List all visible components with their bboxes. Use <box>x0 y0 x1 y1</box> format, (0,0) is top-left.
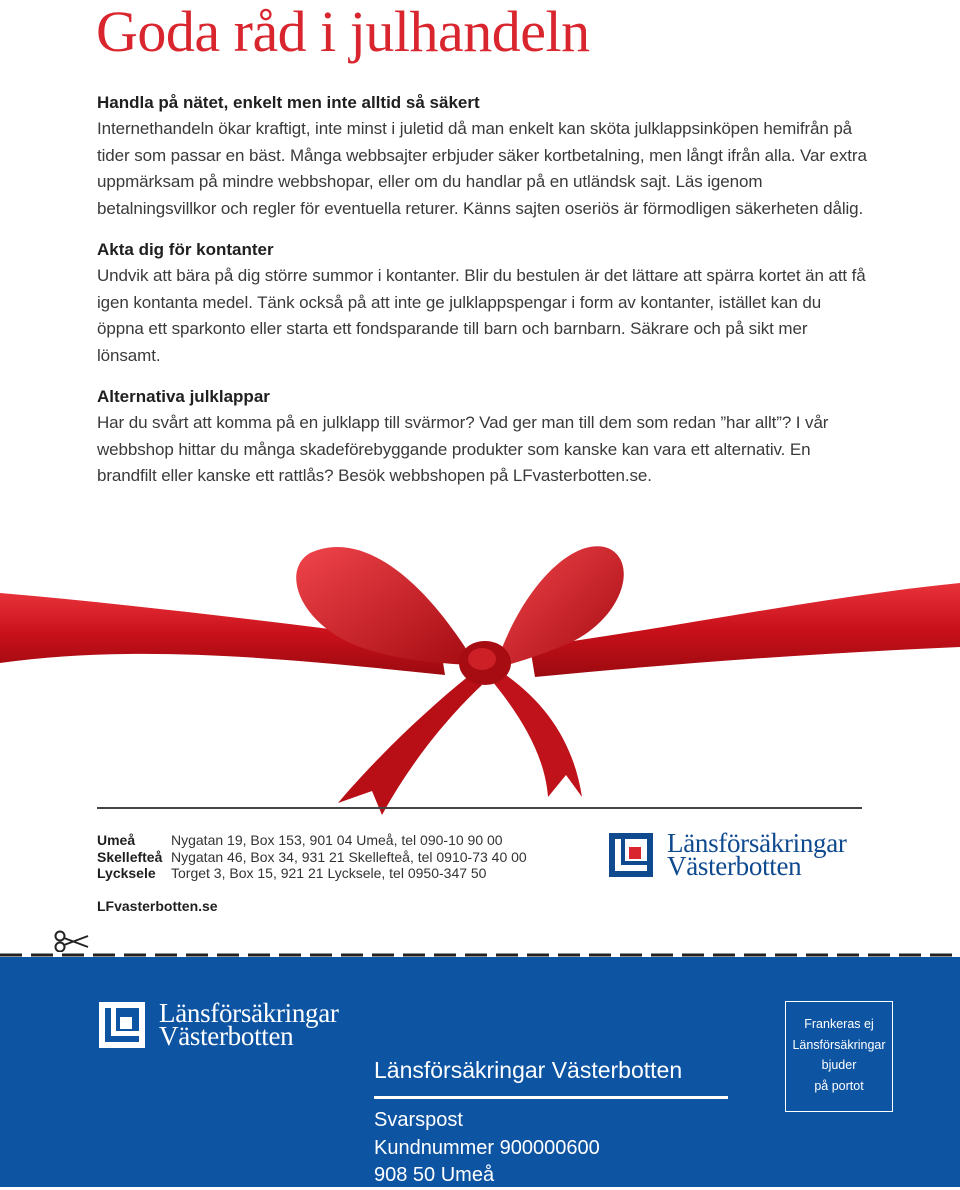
stamp-line-1: Frankeras ej <box>804 1017 874 1031</box>
reply-address <box>374 1107 600 1190</box>
lf-logo-icon <box>609 833 653 877</box>
logo-wordmark <box>159 998 339 1051</box>
address-city: Skellefteå <box>97 848 163 865</box>
address-text: Torget 3, Box 15, 921 21 Lycksele, tel 0950-347 50 <box>171 865 487 881</box>
stamp-line-4: på portot <box>814 1078 864 1093</box>
recipient-underline <box>374 1096 728 1099</box>
section-heading: Handla på nätet, enkelt men inte alltid så säkert <box>97 93 480 112</box>
address-text: Nygatan 19, Box 153, 901 04 Umeå, tel 090-10 90 00 <box>171 832 503 848</box>
logo-wordmark <box>667 828 847 881</box>
address-row <box>97 849 527 866</box>
address-text: Nygatan 46, Box 34, 931 21 Skellefteå, tel 0910-73 40 00 <box>171 848 527 865</box>
section-alternative-gifts <box>97 384 867 490</box>
red-ribbon-bow-image <box>0 535 960 835</box>
section-body: Har du svårt att komma på en julklapp till svärmor? Vad ger man till dem som redan ”har allt”? I vår webbshop hittar du många skadeförebyggande produkter som kanske kan vara ett alternativ. En brandfilt eller kanske ett rattlås? Besök webbshopen på LFvasterbotten.se. <box>97 413 829 485</box>
reply-line-3: 908 50 Umeå <box>374 1164 495 1186</box>
stamp-line-3: bjuder <box>821 1058 857 1072</box>
section-body: Undvik att bära på dig större summor i kontanter. Blir du bestulen är det lättare att spärra kortet än att få igen kontanta medel. Tänk också på att inte ge julklappspengar i form av kontanter, istället kan du öppna ett sparkonto eller starta ett fondsparande till barn och barnbarn. Säkrare och på sikt mer lönsamt. <box>97 266 866 365</box>
reply-line-1: Svarspost <box>374 1109 463 1131</box>
scissors-icon <box>54 930 90 952</box>
article-content <box>97 90 867 505</box>
page-title: Goda råd i julhandeln <box>96 0 590 64</box>
company-logo <box>609 828 847 881</box>
logo-line-2: Västerbotten <box>667 851 802 881</box>
logo-line-1: Länsförsäkringar <box>667 828 847 858</box>
reply-recipient: Länsförsäkringar Västerbotten <box>374 1057 683 1083</box>
website-link[interactable]: LFvasterbotten.se <box>97 898 218 914</box>
section-cash <box>97 237 867 369</box>
address-city: Lycksele <box>97 865 156 881</box>
office-addresses <box>97 832 527 882</box>
stamp-line-2: Länsförsäkringar <box>792 1037 886 1052</box>
lf-logo-icon <box>99 1002 145 1048</box>
reply-line-2: Kundnummer 900000600 <box>374 1136 600 1159</box>
logo-line-2: Västerbotten <box>159 1021 294 1051</box>
divider-line <box>97 807 862 809</box>
address-city: Umeå <box>97 832 136 848</box>
section-heading: Akta dig för kontanter <box>97 240 274 259</box>
section-body: Internethandeln ökar kraftigt, inte minst i juletid då man enkelt kan sköta julklappsinköpen hemifrån på tider som passar en bäst. Många webbsajter erbjuder säker kortbetalning, men långt ifrån alla. Var extra uppmärksam på mindre webbshopar, eller om du handlar på en utländsk sajt. Läs igenom betalningsvillkor och regler för eventuella returer. Känns sajten oseriös är förmodligen säkerheten dålig. <box>97 119 867 218</box>
address-row <box>97 832 527 849</box>
section-online-shopping <box>97 90 867 222</box>
reply-card-logo <box>99 998 339 1051</box>
postage-stamp-box <box>785 1001 893 1112</box>
section-heading: Alternativa julklappar <box>97 387 270 406</box>
logo-line-1: Länsförsäkringar <box>159 998 339 1028</box>
address-row <box>97 865 527 882</box>
